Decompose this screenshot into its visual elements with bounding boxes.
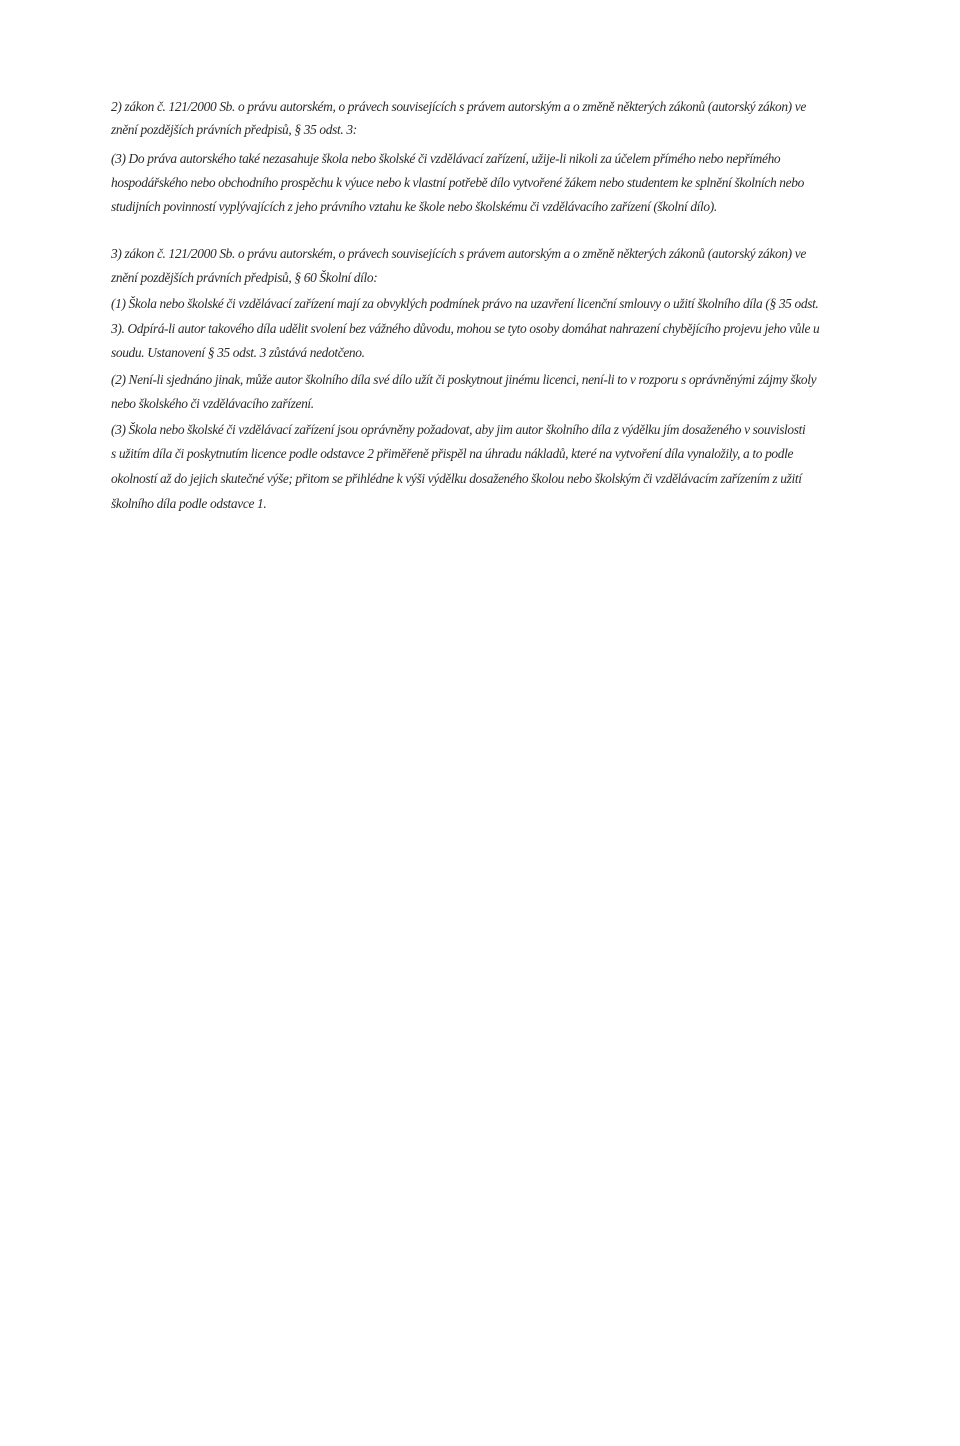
footnote-3-line-8: (3) Škola nebo školské či vzdělávací zařízení jsou oprávněny požadovat, aby jim autor školního díla z výdělku jím dosaženého v souvislosti xyxy=(111,422,806,437)
footnote-3-line-9: s užitím díla či poskytnutím licence podle odstavce 2 přiměřeně přispěl na úhradu nákladů, které na vytvoření díla vynaložily, a to podle xyxy=(111,446,794,461)
footnote-2-line-2: znění pozdějších právních předpisů, § 35 odst. 3: xyxy=(111,122,357,137)
footnote-3-line-11: školního díla podle odstavce 1. xyxy=(111,496,267,511)
footnote-3-line-3: (1) Škola nebo školské či vzdělávací zařízení mají za obvyklých podmínek právo na uzavření licenční smlouvy o užití školního díla (§ 35 odst. xyxy=(111,296,819,311)
footnote-3-line-4: 3). Odpírá-li autor takového díla udělit svolení bez vážného důvodu, mohou se tyto osoby domáhat nahrazení chybějícího projevu jeho vůle u xyxy=(111,321,820,336)
footnote-3-line-1: 3) zákon č. 121/2000 Sb. o právu autorském, o právech souvisejících s právem autorským a o změně některých zákonů (autorský zákon) ve xyxy=(111,246,806,261)
footnote-2-line-5: studijních povinností vyplývajících z jeho právního vztahu ke škole nebo školskému či vzdělávacího zařízení (školní dílo). xyxy=(111,199,717,214)
footnote-3-line-5: soudu. Ustanovení § 35 odst. 3 zůstává nedotčeno. xyxy=(111,345,365,360)
footnote-3-line-6: (2) Není-li sjednáno jinak, může autor školního díla své dílo užít či poskytnout jinému licenci, není-li to v rozporu s oprávněnými zájmy školy xyxy=(111,372,817,387)
footnote-3-line-7: nebo školského či vzdělávacího zařízení. xyxy=(111,396,314,411)
footnote-2-line-4: hospodářského nebo obchodního prospěchu k výuce nebo k vlastní potřebě dílo vytvořené žákem nebo studentem ke splnění školních nebo xyxy=(111,175,804,190)
footnote-3-line-2: znění pozdějších právních předpisů, § 60 Školní dílo: xyxy=(111,270,378,285)
footnote-2-line-1: 2) zákon č. 121/2000 Sb. o právu autorském, o právech souvisejících s právem autorským a o změně některých zákonů (autorský zákon) ve xyxy=(111,99,806,114)
footnote-3-line-10: okolností až do jejich skutečné výše; přitom se přihlédne k výši výdělku dosaženého školou nebo školským či vzdělávacím zařízením z užití xyxy=(111,471,802,486)
footnote-2-line-3: (3) Do práva autorského také nezasahuje škola nebo školské či vzdělávací zařízení, užije-li nikoli za účelem přímého nebo nepřímého xyxy=(111,151,781,166)
